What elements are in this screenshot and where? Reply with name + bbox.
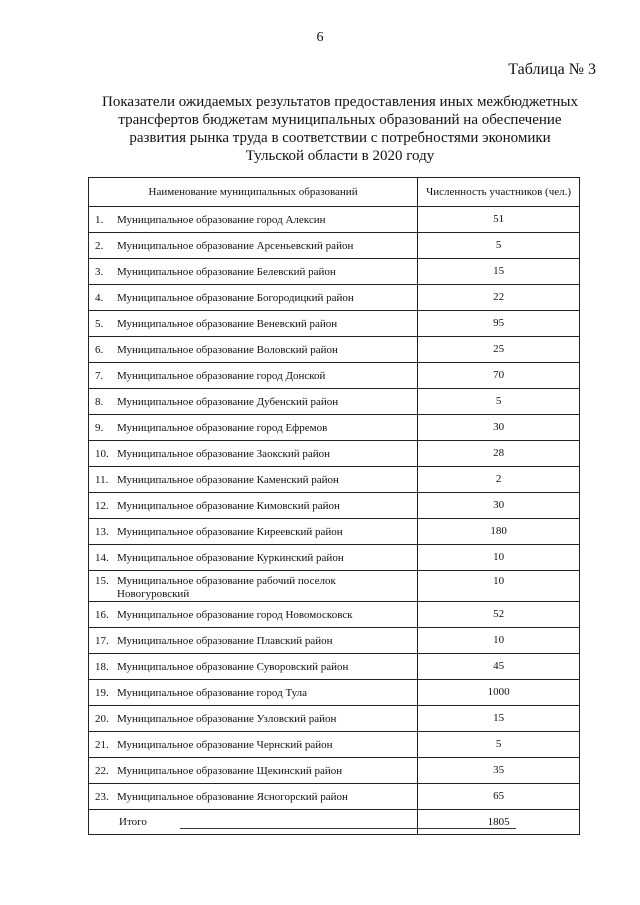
row-number: 1.: [95, 213, 104, 226]
municipality-name: Муниципальное образование Заокский район: [117, 447, 331, 460]
bottom-rule: [180, 828, 516, 829]
table-row: [89, 389, 580, 415]
municipality-name: Муниципальное образование Богородицкий район: [117, 291, 354, 304]
row-number: 7.: [95, 369, 104, 382]
municipality-name: Муниципальное образование Узловский район: [117, 712, 337, 725]
table-row: [89, 363, 580, 389]
row-number: 4.: [95, 291, 104, 304]
municipality-cell: [89, 285, 418, 311]
municipality-name: Муниципальное образование Дубенский район: [117, 395, 339, 408]
table-row: [89, 602, 580, 628]
municipality-cell: [89, 493, 418, 519]
title-line: трансфертов бюджетам муниципальных образований на обеспечение: [118, 112, 562, 128]
row-number: 19.: [95, 686, 109, 699]
municipality-name: Муниципальное образование город Новомосковск: [117, 608, 353, 621]
table-row: [89, 493, 580, 519]
municipality-cell: [89, 545, 418, 571]
table-label: Таблица № 3: [508, 61, 596, 78]
title-line: Тульской области в 2020 году: [245, 148, 435, 164]
municipality-cell: [89, 467, 418, 493]
table-row: [89, 571, 580, 602]
municipality-name: Муниципальное образование Суворовский район: [117, 660, 349, 673]
municipality-name: Муниципальное образование Кимовский район: [117, 499, 340, 512]
municipality-cell: [89, 571, 418, 602]
row-number: 14.: [95, 551, 109, 564]
total-label: Итого: [89, 810, 418, 835]
row-number: 20.: [95, 712, 109, 725]
row-number: 18.: [95, 660, 109, 673]
participants-value: 45: [418, 654, 580, 680]
municipality-name: Муниципальное образование Киреевский район: [117, 525, 343, 538]
table-row: [89, 732, 580, 758]
title-line: Показатели ожидаемых результатов предоставления иных межбюджетных: [102, 94, 578, 110]
municipality-cell: [89, 207, 418, 233]
participants-value: 15: [418, 259, 580, 285]
row-number: 8.: [95, 395, 104, 408]
row-number: 22.: [95, 764, 109, 777]
table-row: [89, 654, 580, 680]
participants-value: 2: [418, 467, 580, 493]
row-number: 16.: [95, 608, 109, 621]
total-value: 1805: [418, 810, 580, 835]
row-number: 5.: [95, 317, 104, 330]
municipality-cell: [89, 311, 418, 337]
municipality-name: Муниципальное образование город Алексин: [117, 213, 326, 226]
row-number: 13.: [95, 525, 109, 538]
municipality-cell: [89, 654, 418, 680]
table-row: [89, 415, 580, 441]
participants-value: 30: [418, 415, 580, 441]
municipality-name: Муниципальное образование Воловский район: [117, 343, 338, 356]
participants-value: 70: [418, 363, 580, 389]
participants-value: 5: [418, 732, 580, 758]
participants-value: 30: [418, 493, 580, 519]
participants-value: 35: [418, 758, 580, 784]
table-row: [89, 233, 580, 259]
municipality-name: Муниципальное образование Белевский район: [117, 265, 336, 278]
row-number: 23.: [95, 790, 109, 803]
table-row: [89, 285, 580, 311]
document-title: [70, 93, 610, 165]
table-row: [89, 706, 580, 732]
municipality-name: Муниципальное образование Веневский район: [117, 317, 338, 330]
row-number: 12.: [95, 499, 109, 512]
table-row: [89, 680, 580, 706]
municipality-name: Муниципальное образование Каменский район: [117, 473, 339, 486]
table-row: [89, 207, 580, 233]
municipality-name: Муниципальное образование город Тула: [117, 686, 308, 699]
participants-table: [88, 177, 580, 835]
municipality-cell: [89, 628, 418, 654]
table-row: [89, 467, 580, 493]
participants-value: 22: [418, 285, 580, 311]
table-row: [89, 259, 580, 285]
table-row: [89, 337, 580, 363]
header-participants: Численность участников (чел.): [418, 178, 580, 207]
row-number: 2.: [95, 239, 104, 252]
municipality-name: Муниципальное образование Плавский район: [117, 634, 333, 647]
participants-value: 1000: [418, 680, 580, 706]
municipality-cell: [89, 259, 418, 285]
participants-value: 28: [418, 441, 580, 467]
row-number: 10.: [95, 447, 109, 460]
row-number: 17.: [95, 634, 109, 647]
participants-value: 10: [418, 571, 580, 602]
municipality-cell: [89, 363, 418, 389]
municipality-cell: [89, 758, 418, 784]
participants-value: 15: [418, 706, 580, 732]
municipality-cell: [89, 233, 418, 259]
participants-value: 180: [418, 519, 580, 545]
participants-value: 10: [418, 545, 580, 571]
title-line: развития рынка труда в соответствии с потребностями экономики: [129, 130, 551, 146]
row-number: 11.: [95, 473, 109, 486]
row-number: 3.: [95, 265, 104, 278]
row-number: 15.: [95, 575, 109, 587]
municipality-cell: [89, 415, 418, 441]
municipality-name: Муниципальное образование Ясногорский район: [117, 790, 348, 803]
participants-value: 10: [418, 628, 580, 654]
participants-value: 51: [418, 207, 580, 233]
table-row: [89, 545, 580, 571]
municipality-name: Муниципальное образование город Донской: [117, 369, 326, 382]
table-row: [89, 784, 580, 810]
municipality-name: Муниципальное образование Чернский район: [117, 738, 333, 751]
municipality-cell: [89, 784, 418, 810]
table-row: [89, 519, 580, 545]
municipality-name: Муниципальное образование Куркинский район: [117, 551, 344, 564]
table-body: [89, 207, 580, 835]
municipality-cell: [89, 519, 418, 545]
participants-value: 5: [418, 233, 580, 259]
municipality-cell: [89, 706, 418, 732]
row-number: 21.: [95, 738, 109, 751]
table-row: [89, 441, 580, 467]
total-row: [89, 810, 580, 835]
municipality-cell: [89, 389, 418, 415]
municipality-name: Муниципальное образование рабочий поселок Новогуровский: [117, 575, 336, 600]
table-row: [89, 758, 580, 784]
row-number: 6.: [95, 343, 104, 356]
table-header-row: [89, 178, 580, 207]
municipality-cell: [89, 337, 418, 363]
page-number: 6: [316, 30, 324, 45]
participants-value: 95: [418, 311, 580, 337]
participants-value: 25: [418, 337, 580, 363]
municipality-cell: [89, 602, 418, 628]
municipality-cell: [89, 441, 418, 467]
row-number: 9.: [95, 421, 104, 434]
municipality-cell: [89, 732, 418, 758]
participants-value: 52: [418, 602, 580, 628]
municipality-name: Муниципальное образование Арсеньевский район: [117, 239, 354, 252]
table-row: [89, 628, 580, 654]
table-row: [89, 311, 580, 337]
participants-value: 5: [418, 389, 580, 415]
municipality-name: Муниципальное образование город Ефремов: [117, 421, 328, 434]
municipality-cell: [89, 680, 418, 706]
municipality-name: Муниципальное образование Щекинский район: [117, 764, 343, 777]
participants-value: 65: [418, 784, 580, 810]
header-municipality: Наименование муниципальных образований: [89, 178, 418, 207]
